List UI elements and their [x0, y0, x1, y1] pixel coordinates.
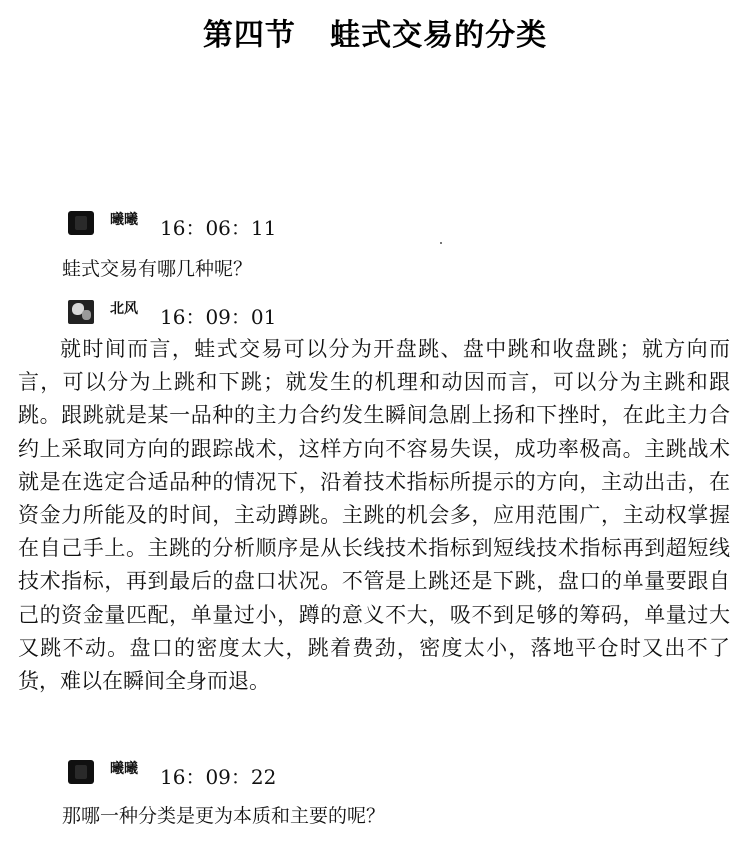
photo-avatar-icon	[68, 300, 94, 324]
message-header-2	[68, 297, 276, 327]
dark-square-avatar-icon	[68, 211, 94, 235]
timestamp: 16：09：22	[160, 764, 277, 789]
scan-speck	[440, 242, 442, 244]
message-text-3: 那哪一种分类是更为本质和主要的呢？	[62, 805, 386, 827]
username: 曦曦	[110, 212, 138, 228]
username: 北风	[110, 301, 138, 317]
timestamp: 16：06：11	[160, 215, 277, 240]
message-header-1	[68, 208, 276, 238]
dark-square-avatar-icon	[68, 760, 94, 784]
username: 曦曦	[110, 761, 138, 777]
message-header-3	[68, 757, 276, 787]
page-title: 第四节 蛙式交易的分类	[202, 18, 548, 53]
message-text-1: 蛙式交易有哪几种呢？	[62, 258, 253, 280]
timestamp: 16：09：01	[160, 304, 277, 329]
message-text-2: 就时间而言，蛙式交易可以分为开盘跳、盘中跳和收盘跳；就方向而言，可以分为上跳和下跳；就发生的机理和动因而言，可以分为主跳和跟跳。跟跳就是某一品种的主力合约发生瞬间急剧上扬和下挫时，在此主力合约上采取同方向的跟踪战术，这样方向不容易失误，成功率极高。主跳战术就是在选定合适品种的情况下，沿着技术指标所提示的方向，主动出击，在资金力所能及的时间，主动蹲跳。主跳的机会多，应用范围广，主动权掌握在自己手上。主跳的分析顺序是从长线技术指标到短线技术指标再到超短线技术指标，再到最后的盘口状况。不管是上跳还是下跳，盘口的单量要跟自己的资金量匹配，单量过小，蹲的意义不大，吸不到足够的筹码，单量过大又跳不动。盘口的密度太大，跳着费劲，密度太小，落地平仓时又出不了货，难以在瞬间全身而退。	[18, 337, 730, 694]
